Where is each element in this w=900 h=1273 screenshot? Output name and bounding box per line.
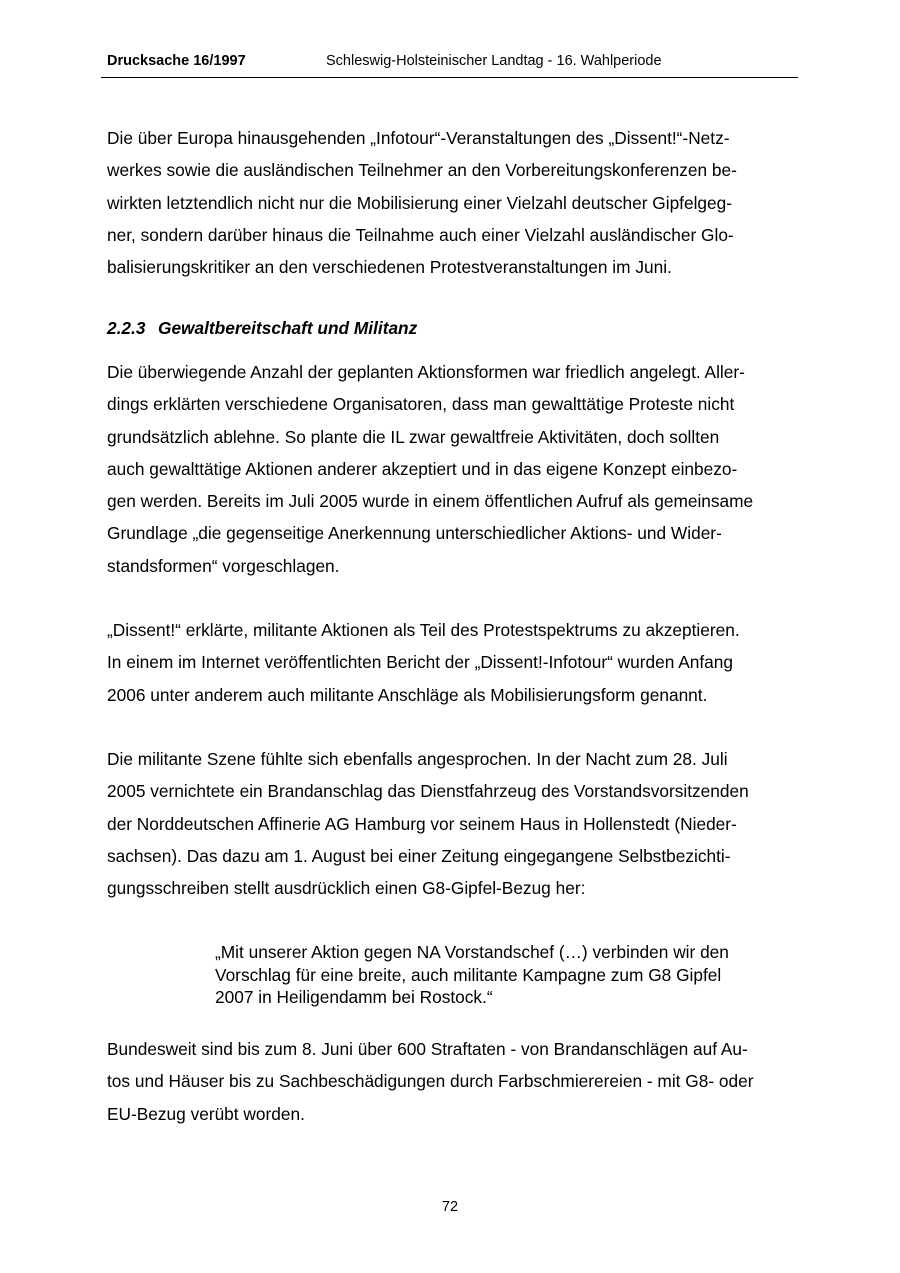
paragraph-straftaten — [107, 1033, 797, 1130]
text-line: In einem im Internet veröffentlichten Bericht der „Dissent!-Infotour“ wurden Anfang — [107, 652, 733, 673]
text-line: 2006 unter anderem auch militante Anschläge als Mobilisierungsform genannt. — [107, 684, 708, 705]
text-line: ner, sondern darüber hinaus die Teilnahme auch einer Vielzahl ausländischer Glo- — [107, 224, 734, 245]
legislature-title: Schleswig-Holsteinischer Landtag - 16. Wahlperiode — [326, 53, 662, 69]
paragraph-dissent — [107, 614, 797, 711]
quote-line: Vorschlag für eine breite, auch militante Kampagne zum G8 Gipfel — [215, 964, 722, 985]
text-line: gungsschreiben stellt ausdrücklich einen G8-Gipfel-Bezug her: — [107, 878, 586, 899]
text-line: werkes sowie die ausländischen Teilnehmer an den Vorbereitungskonferenzen be- — [107, 160, 737, 181]
text-line: balisierungskritiker an den verschiedenen Protestveranstaltungen im Juni. — [107, 257, 672, 278]
text-line: der Norddeutschen Affinerie AG Hamburg vor seinem Haus in Hollenstedt (Nieder- — [107, 813, 737, 834]
text-line: auch gewalttätige Aktionen anderer akzeptiert und in das eigene Konzept einbezo- — [107, 458, 738, 479]
text-line: EU-Bezug verübt worden. — [107, 1103, 305, 1124]
text-line: wirkten letztendlich nicht nur die Mobilisierung einer Vielzahl deutscher Gipfelgeg- — [107, 192, 733, 213]
page-number: 72 — [441, 1199, 459, 1215]
text-line: gen werden. Bereits im Juli 2005 wurde in einem öffentlichen Aufruf als gemeinsame — [107, 491, 754, 512]
page-header — [107, 53, 797, 73]
quote-line: 2007 in Heiligendamm bei Rostock.“ — [215, 987, 493, 1007]
section-title: Gewaltbereitschaft und Militanz — [158, 318, 418, 338]
paragraph-aktionsformen — [107, 356, 797, 582]
text-line: Bundesweit sind bis zum 8. Juni über 600 Straftaten - von Brandanschlägen auf Au- — [107, 1039, 748, 1059]
header-divider — [101, 77, 798, 78]
text-line: sachsen). Das dazu am 1. August bei einer Zeitung eingegangene Selbstbezichti- — [107, 845, 731, 866]
text-line: standsformen“ vorgeschlagen. — [107, 555, 340, 576]
text-line: 2005 vernichtete ein Brandanschlag das Dienstfahrzeug des Vorstandsvorsitzenden — [107, 781, 749, 802]
quote-line: „Mit unserer Aktion gegen NA Vorstandschef (…) verbinden wir den — [215, 942, 729, 962]
section-number: 2.2.3 — [107, 318, 146, 338]
text-line: „Dissent!“ erklärte, militante Aktionen als Teil des Protestspektrums zu akzeptieren. — [107, 620, 740, 640]
text-line: Grundlage „die gegenseitige Anerkennung unterschiedlicher Aktions- und Wider- — [107, 523, 722, 544]
section-heading — [107, 318, 417, 339]
text-line: Die über Europa hinausgehenden „Infotour“-Veranstaltungen des „Dissent!“-Netz- — [107, 128, 730, 148]
text-line: Die überwiegende Anzahl der geplanten Aktionsformen war friedlich angelegt. Aller- — [107, 362, 745, 382]
text-line: dings erklärten verschiedene Organisatoren, dass man gewalttätige Proteste nicht — [107, 394, 735, 415]
document-number: Drucksache 16/1997 — [107, 53, 246, 69]
paragraph-infotour — [107, 122, 797, 283]
text-line: tos und Häuser bis zu Sachbeschädigungen durch Farbschmierereien - mit G8- oder — [107, 1071, 754, 1092]
paragraph-militante-szene — [107, 743, 797, 904]
block-quote — [215, 941, 795, 1009]
text-line: Die militante Szene fühlte sich ebenfalls angesprochen. In der Nacht zum 28. Juli — [107, 749, 728, 769]
text-line: grundsätzlich ablehne. So plante die IL zwar gewaltfreie Aktivitäten, doch sollten — [107, 426, 720, 447]
